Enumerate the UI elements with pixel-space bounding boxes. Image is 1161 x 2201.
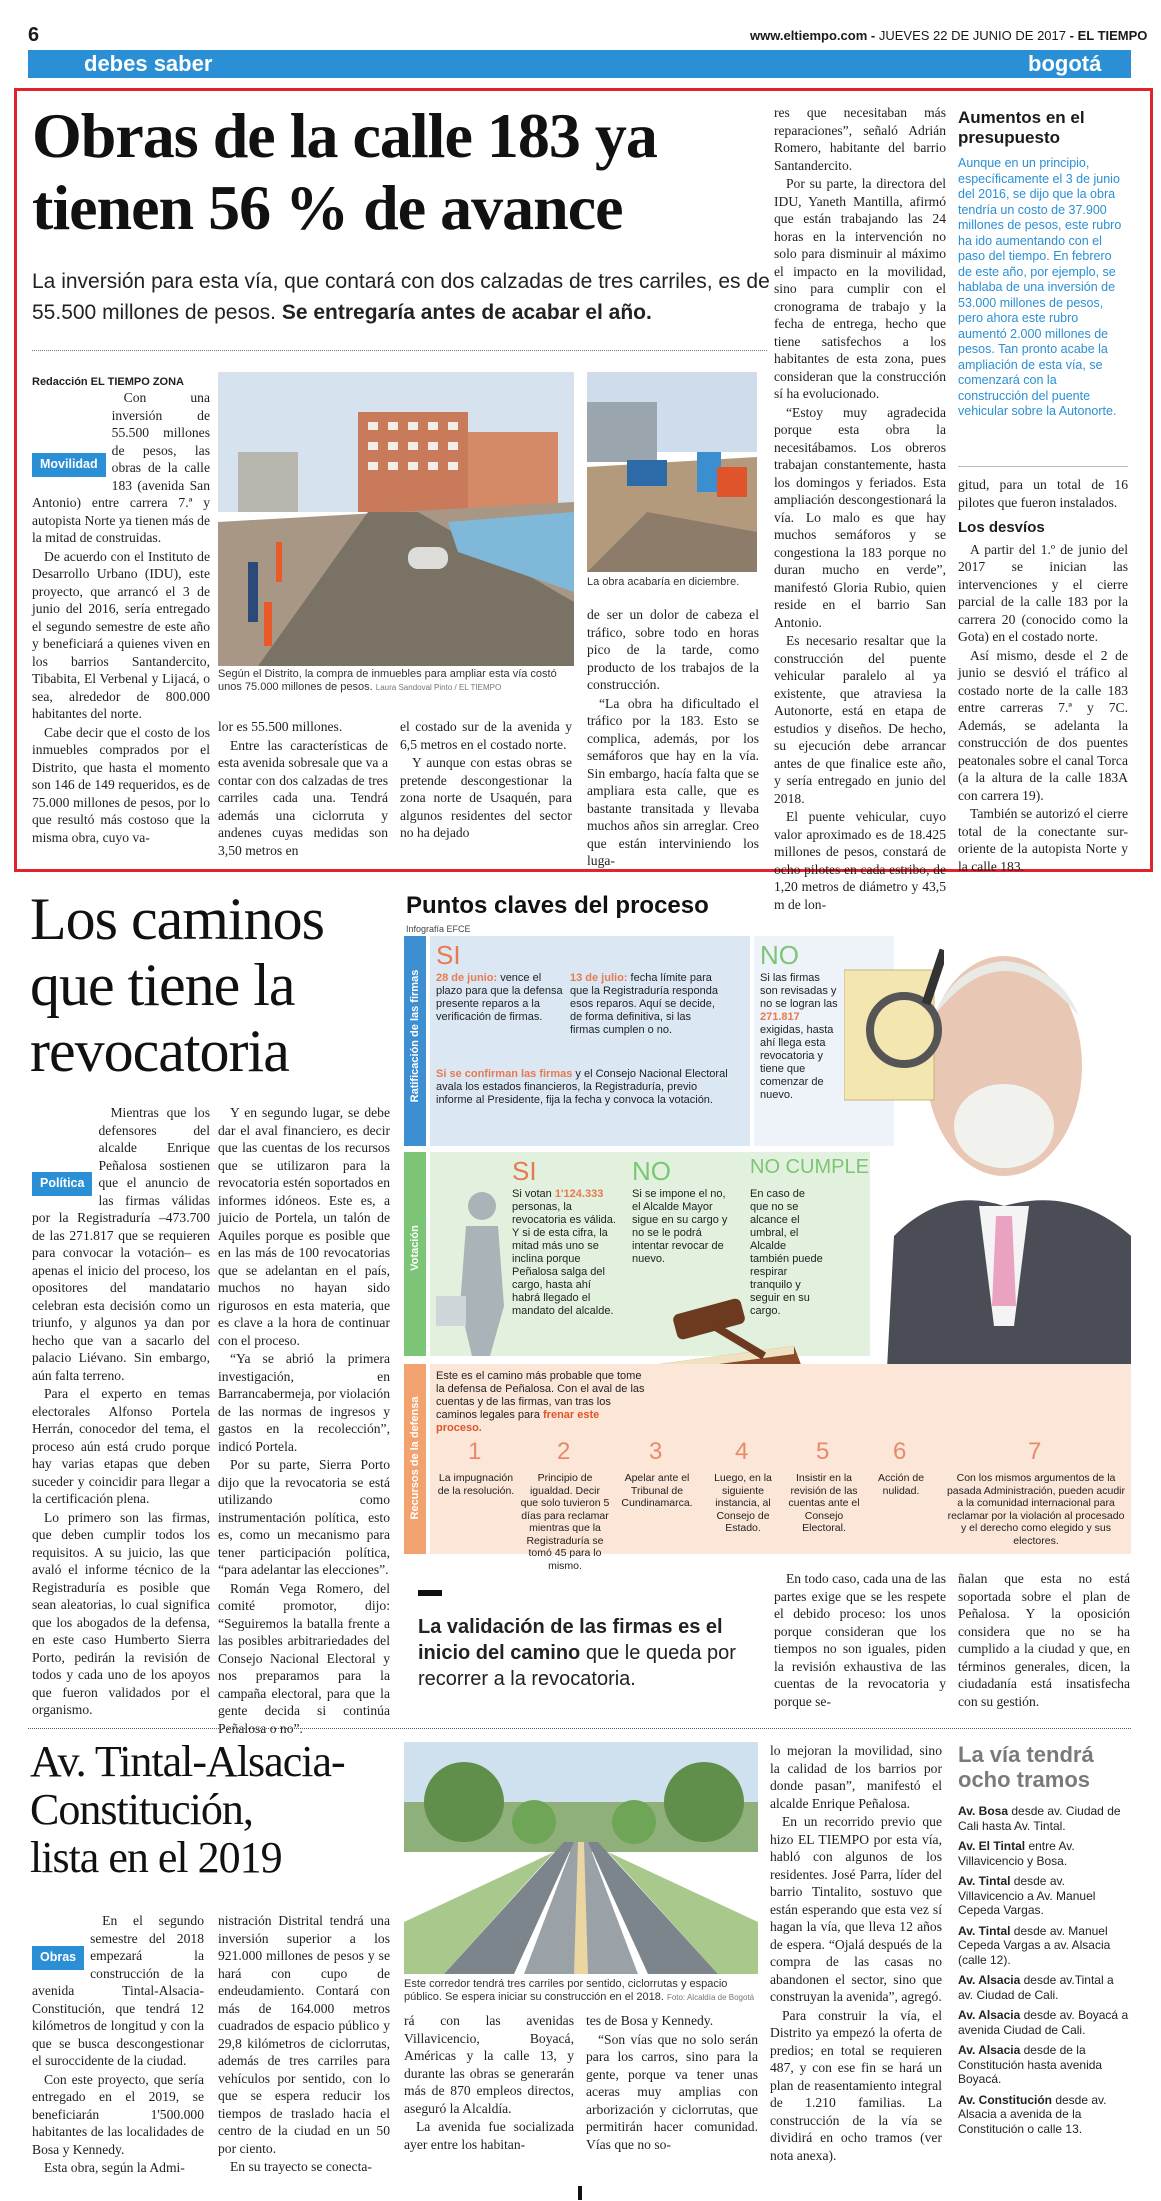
step-text: Acción de nulidad. — [877, 1472, 925, 1497]
article1-title-line1: Obras de la calle 183 ya — [32, 100, 657, 171]
subtitle-bold: Se entregaría antes de acabar el año. — [281, 301, 652, 324]
article2-col4 — [958, 1570, 1130, 1711]
magnifier-icon — [844, 940, 944, 1120]
article1-subtitle — [32, 266, 772, 328]
a3-c3-p1: rá con las avenidas Villavicencio, Boyacá, Américas y la calle 13, y durante las obras se generarán más de 870 empleos directos, aseguró la Alcaldía. — [404, 2013, 574, 2116]
article1-col2 — [218, 718, 388, 860]
side-rule — [958, 466, 1128, 467]
a1-s-p3: A partir del 1.º de junio del 2017 se inician las intervenciones y el cierre parcial de la calle 183 por la carrera 20 (conocido como la Gota) en el costado norte. — [958, 541, 1128, 644]
section-divider — [28, 1728, 1131, 1729]
avenue-render-illustration — [404, 1742, 758, 1974]
r1-b: 13 de julio: fecha límite para que la Registraduría responda esos reparos. Aquí se decide, de forma definitiva, si las firmas cumplen o no. — [570, 972, 718, 1036]
a1-c5-p3: “Estoy muy agradecida porque esta obra la necesitábamos. Los obreros trabajan constantemente, hasta los domingos y feriados. Esta ampliación descongestionará la vía. Lo malo es que hay muchos semáforos y se congestiona la 183 porque no duran mucho en verde”, manifestó Gloria Rubio, quien reside en el barrio San Antonio. — [774, 404, 946, 630]
photo1-credit: Laura Sandoval Pinto / EL TIEMPO — [375, 683, 502, 692]
desvios-title: Los desvíos — [958, 519, 1045, 536]
article3-col2 — [218, 1912, 390, 2177]
tramos-sidebar — [958, 1742, 1130, 2142]
a3-c5-p3: Para construir la vía, el Distrito ya empezó la oferta de predios; en total se requieren 487, y con ese fin se hará un plan de reasentamiento integral de 1.210 familias. La construcción de la vía se dividirá en ocho tramos (ver nota anexa). — [770, 2007, 942, 2163]
a2-p3: Lo primero son las firmas, que deben cumplir todos los requisitos. A su juicio, las que avaló el informe técnico de la Registraduría es posible que sean aleatorias, lo cual significa que los abogados de la defensa, en este caso Humberto Sierra Porto, pedirán la revisión de todos y cada uno de los apoyos que fueron validados por el organismo. — [32, 1509, 210, 1717]
article2-col2 — [218, 1104, 390, 1738]
a3-c2-p2: En su trayecto se conecta- — [230, 2159, 372, 2174]
v-no-text: Si se impone el no, el Alcalde Mayor sigue en su cargo y no se le podrá intentar revocar de nuevo. — [632, 1188, 728, 1265]
voter-statue-icon — [432, 1186, 522, 1356]
a1-s-p5: También se autorizó el cierre total de la conectante sur-oriente de la autopista Norte y la calle 183. — [958, 806, 1128, 874]
article1-title — [32, 100, 762, 244]
sep2: - — [1069, 28, 1074, 43]
tramo-desc: desde av. Villavicencio a Av. Manuel Cepeda Vargas. — [958, 1874, 1096, 1917]
a3-p1: Obras En el segundo semestre del 2018 empezará la construcción de la avenida Tintal-Alsacia-Constitución, que tendrá 12 kilómetros de longitud y con la que se busca descongestionar el suroccidente de la ciudad. — [32, 1913, 204, 2068]
tramo-name: Av. Constitución — [958, 2092, 1052, 2107]
a1-s-p4: Así mismo, desde el 2 de junio se desvió el tráfico al costado norte de la calle 183 entre carreras 7.ª y 7C. Además, se adelanta la construcción de dos puentes peatonales sobre el canal Torca (a la altura de la calle 183A con carrera 19). — [958, 647, 1128, 803]
a1-p3: Cabe decir que el costo de los inmuebles comprados por el Distrito, que hasta el momento son 146 de 149 requeridos, es de 75.000 millones de pesos, por lo que resultó más costoso que la misma obra, cuyo va- — [32, 724, 210, 845]
v-nc-text: En caso de que no se alcance el umbral, el Alcalde también puede respirar tranquilo y seguir en su cargo. — [750, 1188, 823, 1317]
photo-work-site — [587, 372, 757, 572]
v-si: SI — [512, 1156, 537, 1186]
city-label: bogotá — [1028, 51, 1102, 76]
a3-c4-p1: tes de Bosa y Kennedy. — [586, 2013, 714, 2028]
a2-title-3: revocatoria — [30, 1018, 289, 1084]
worksite-illustration — [587, 372, 757, 572]
tag-movilidad[interactable]: Movilidad — [32, 453, 106, 477]
page-number: 6 — [28, 24, 40, 46]
r1-si: SI — [436, 940, 461, 970]
tramo-item — [958, 1839, 1130, 1868]
tramo-desc: entre Av. Villavicencio y Bosa. — [958, 1839, 1075, 1868]
article3-title — [30, 1738, 410, 1882]
a3-title-3: lista en el 2019 — [30, 1833, 282, 1882]
r1-a: 28 de junio: vence el plazo para que la defensa presente reparos a la verificación de firmas. — [436, 972, 563, 1023]
r1-no-text: Si las firmas son revisadas y no se logran las 271.817 exigidas, hasta ahí llega esta revocatoria y tiene que comenzar de nuevo. — [760, 972, 838, 1101]
tramo-item — [958, 2093, 1130, 2137]
a1-c2-p1: lor es 55.500 millones. — [218, 719, 343, 734]
a2-p1: Política Mientras que los defensores del alcalde Enrique Peñalosa sostienen que el anuncio de las firmas válidas por la Registraduría –473.700 de las 271.817 que se requieren para convocar la votación– es apenas el inicio del proceso, los opositores del mandatario celebran esta decisión como un triunfo, y algunos ya dan por hecho que van a sacarlo del palacio Liévano. Sin embargo, aún falta terreno. — [32, 1105, 210, 1383]
a1-p2: De acuerdo con el Instituto de Desarrollo Urbano (IDU), este proyecto, que arrancó el 3 de junio del 2016, sería entregado el segundo semestre de este año y beneficiará a quienes viven en los barrios Santandercito, Tibabita, El Verbenal y Lijacá, o sea, alrededor de 800.000 habitantes del norte. — [32, 548, 210, 721]
d-intro: Este es el camino más probable que tome la defensa de Peñalosa. Con el aval de las cuentas y de las firmas, van tras los caminos legales para frenar este proceso. — [436, 1370, 645, 1434]
a2-c4-p1: ñalan que esta no está soportada sobre el plan de Peñalosa. Y la oposición considera que no se ha cumplido a la ciudad y que, en términos generales, dicen, la ciudadanía está insatisfecha con su gestión. — [958, 1571, 1130, 1709]
a1-p1: Movilidad Con una inversión de 55.500 millones de pesos, las obras de la calle 183 (avenida San Antonio) entre carrera 7.ª y autopista Norte ya tienen más de la mitad de construidas. — [32, 390, 210, 545]
article3-col4 — [586, 2012, 758, 2154]
byline: Redacción EL TIEMPO ZONA — [32, 376, 184, 388]
sep1: - — [870, 28, 876, 43]
tramo-item — [958, 1924, 1130, 1968]
infographic-title: Puntos claves del proceso — [406, 892, 709, 919]
a3-photo-caption: Este corredor tendrá tres carriles por sentido, ciclorrutas y espacio público. Se espera iniciar su construcción en el 2018. Foto: Alcaldía de Bogotá — [404, 1978, 755, 2003]
article3-col3 — [404, 2012, 574, 2154]
step-text: La impugnación de la resolución. — [437, 1472, 515, 1497]
r1-confirm: Si se confirman las firmas y el Consejo Nacional Electoral avala los estados financieros, la Registraduría, previo informe al Presidente, fija la fecha y convoca la votación. — [436, 1068, 728, 1106]
article1-side-col — [958, 476, 1128, 876]
tag-obras[interactable]: Obras — [32, 1946, 84, 1970]
tramo-desc: desde av. Manuel Cepeda Vargas a av. Alsacia (calle 12). — [958, 1923, 1111, 1967]
infographic — [404, 886, 1131, 1572]
a2-c2-p4: Román Vega Romero, del comité promotor, dijo: “Seguiremos la batalla frente a las posibles arbitrariedades del Consejo Nacional Electoral y nos preparamos para la campaña electoral, para que la gente decida si continúa Peñalosa o no”. — [218, 1580, 390, 1736]
a1-s-p1: gitud, para un total de 16 pilotes que fueron instalados. — [958, 477, 1128, 510]
tramo-desc: desde av. Boyacá a avenida Ciudad de Cali. — [958, 2008, 1129, 2037]
article3-col1 — [32, 1912, 204, 2178]
article1-col1 — [32, 376, 210, 847]
a3-c5-p1: lo mejoran la movilidad, sino la calidad de los barrios por donde pasan”, manifestó el alcalde Enrique Peñalosa. — [770, 1743, 942, 1811]
a1-c2-p2: Entre las características de esta avenida sobresale que va a contar con dos calzadas de tres carriles cada una. Tendrá además una ciclorruta y andenes cuyas medidas son 3,50 metros en — [218, 737, 388, 858]
a2-c2-p1: Y en segundo lugar, se debe dar el aval financiero, es decir que las cuentas de los recursos que se utilizaron para la revocatoria estén soportados en informes idóneos. Este es, a juicio de Portela, un talón de Aquiles porque es posible que en las más de 100 revocatorias que se adelantan en el país, muchos no hayan sido rigurosos en esta materia, que es clave a la hora de continuar con el proceso. — [218, 1105, 390, 1348]
a2-c2-p3: Por su parte, Sierra Porto dijo que la revocatoria se está utilizando como instrumentación política, esto es, como un mecanismo para tener participación política, “para adelantar las elecciones”. — [218, 1457, 390, 1577]
step-text: Con los mismos argumentos de la pasada Administración, pueden acudir a la comunidad internacional para reclamar por la violación al procesado y el derecho como elegido y sus electores. — [946, 1472, 1126, 1547]
subtitle-rule — [32, 350, 767, 351]
a3-p3: Esta obra, según la Admi- — [44, 2160, 185, 2175]
v-no-cumple: NO CUMPLE — [750, 1156, 869, 1178]
a2-p2: Para el experto en temas electorales Alfonso Portela Herrán, conocedor del tema, el proceso aún está crudo porque hay varias etapas que deben suceder y coincidir para llegar a la certificación plena. — [32, 1386, 210, 1506]
tramo-item — [958, 2043, 1130, 2087]
pullquote-bold: La validación de las firmas es el inicio del camino — [418, 1616, 723, 1664]
a3-c4-p2: “Son vías que no solo serán para los carros, sino para la gente, porque va tener unas aceras muy amplias con arborización y ciclorrutas, que permitirán hacer comunidad. Vías que no so- — [586, 2031, 758, 2152]
step-number: 4 — [735, 1438, 749, 1465]
tramo-item — [958, 1874, 1130, 1918]
step-number: 5 — [816, 1438, 830, 1465]
r1-no: NO — [760, 940, 799, 970]
infographic-credit: Infografía EFCE — [406, 924, 471, 934]
a3-title-2: Constitución, — [30, 1785, 253, 1834]
band-votacion-label: Votación — [409, 1225, 421, 1271]
a1-c4-p1: de ser un dolor de cabeza el tráfico, sobre todo en horas pico de la tarde, como producto de los trabajos de la construcción. — [587, 607, 759, 692]
pullquote-plain: que le queda por recorrer a la revocatoria. — [418, 1642, 736, 1690]
photo2-caption: La obra acabaría en diciembre. — [587, 576, 740, 588]
band-ratificacion-label: Ratificación de las firmas — [409, 969, 421, 1103]
pullquote-mark — [418, 1590, 442, 1596]
paper-name: EL TIEMPO — [1077, 28, 1148, 43]
a1-c3-p1: el costado sur de la avenida y 6,5 metros en el costado norte. — [400, 719, 572, 752]
step-text: Insistir en la revisión de las cuentas ante el Consejo Electoral. — [788, 1472, 860, 1534]
a3-title-1: Av. Tintal-Alsacia- — [30, 1737, 345, 1786]
budget-text: Aunque en un principio, específicamente el 3 de junio del 2016, se dijo que la obra tendría un costo de 37.900 millones de pesos, este rubro ha ido aumentando con el paso del tiempo. En febrero de este año, por ejemplo, se hablaba de una inversión de 53.000 millones de pesos, pero ahora este rubro aumentó 2.000 millones de pesos. Tan pronto acabe la ampliación de esta vía, se comenzará con la construcción del puente vehicular sobre la Autonorte. — [958, 156, 1122, 418]
a1-c4-p2: “La obra ha dificultado el tráfico por la 183. Esto se complica, además, por los semáforos que hay en la vía. Sin embargo, hacía falta que se ampliara esta calle, que es bastante transitada y llevaba muchos años sin arreglar. Creo que están interviniendo los luga- — [587, 695, 759, 868]
tramo-name: Av. El Tintal — [958, 1839, 1026, 1853]
article1-title-line2: tienen 56 % de avance — [32, 172, 623, 243]
tramos-list — [958, 1804, 1130, 2136]
budget-title: Aumentos en el presupuesto — [958, 108, 1085, 147]
subtitle-plain: La inversión para esta vía, que contará con dos calzadas de tres carriles, es de 55.500 millones de pesos. — [32, 270, 770, 324]
a1-c5-p2: Por su parte, la directora del IDU, Yaneth Mantilla, afirmó que están trabajando las 24 horas en la intervención no solo para disminuir al máximo el impacto en la movilidad, sino para cumplir con el cronograma de trabajo y la fecha de entrega, hecho que tiene satisfechos a los habitantes de esta zona, pues consideran que la construcción sí ha evolucionado. — [774, 176, 946, 401]
pullquote — [418, 1614, 748, 1692]
tramo-item — [958, 1973, 1130, 2002]
a1-c5-p5: El puente vehicular, cuyo valor aproximado es de 18.425 millones de pesos, constará de ocho pilotes en cada estribo, de 1,20 metros de diámetro y 43,5 m de lon- — [774, 809, 946, 912]
article2-col3 — [774, 1570, 946, 1711]
page-footer-rule — [578, 2186, 582, 2200]
budget-sidebar — [958, 108, 1128, 420]
band-defensa-label: Recursos de la defensa — [409, 1396, 421, 1520]
a2-title-2: que tiene la — [30, 952, 295, 1018]
tramo-item — [958, 1804, 1130, 1833]
step-text: Apelar ante el Tribunal de Cundinamarca. — [621, 1472, 693, 1509]
tramo-desc: desde av.Tintal a av. Ciudad de Cali. — [958, 1973, 1114, 2002]
tramo-desc: desde av. Ciudad de Cali hasta Av. Tintal. — [958, 1804, 1121, 1833]
photo-construction-street — [218, 372, 574, 666]
article1-col3 — [400, 718, 572, 843]
site-url[interactable]: www.eltiempo.com — [750, 28, 868, 43]
step-number: 7 — [1028, 1438, 1042, 1465]
photo-avenue-render — [404, 1742, 758, 1974]
step-number: 2 — [557, 1438, 571, 1465]
a2-c2-p2: “Ya se abrió la primera investigación, en Barrancabermeja, por violación de las normas de ingresos y gastos en la recolección”, indicó Portela. — [218, 1351, 390, 1454]
step-number: 6 — [893, 1438, 907, 1465]
a3-c2-p1: nistración Distrital tendrá una inversión superior a los 921.000 millones de pesos y se hará con cupo de endeudamiento. Contará con más de 164.000 metros cuadrados de espacio público y 29,8 kilómetros de ciclorrutas, además de tres carriles para vehículos por sentido, con lo que se espera reducir los tiempos de traslado hacia el centro de la ciudad en un 50 por ciento. — [218, 1913, 390, 2156]
tramo-desc: desde de la Constitución hasta avenida Boyacá. — [958, 2043, 1103, 2086]
tramo-name: Av. Bosa — [958, 1804, 1009, 1818]
tramo-name: Av. Alsacia — [958, 2043, 1021, 2057]
tramo-name: Av. Tintal — [958, 1923, 1011, 1938]
a1-c3-p2: Y aunque con estas obras se pretende descongestionar la zona norte de Usaquén, para algunos residentes del sector no ha dejado — [400, 755, 572, 840]
step-number: 1 — [468, 1438, 482, 1465]
header-date: JUEVES 22 DE JUNIO DE 2017 — [878, 28, 1066, 43]
ratificacion-panel — [430, 936, 750, 1146]
step-text: Principio de igualdad. Decir que solo tuvieron 5 días para reclamar mientras que la Registraduría se tomó 45 para lo mismo. — [520, 1472, 610, 1572]
a3-c3-p2: La avenida fue socializada ayer entre los habitan- — [404, 2119, 574, 2152]
tramo-item — [958, 2008, 1130, 2037]
a3-c5-p2: En un recorrido previo que hizo EL TIEMPO por esta vía, habló con algunos de los residentes. José Parra, líder del barrio Tintalito, sostuvo que están esperando que esta vez sí hagan la vía, que lleva 12 años de espera. “Ojalá después de la compra de las casas no abandonen el sector, sino que construyan la avenida”, agregó. — [770, 1814, 942, 2004]
article1-col5 — [774, 104, 946, 914]
article3-col5 — [770, 1742, 942, 2165]
tramos-title: La vía tendrá ocho tramos — [958, 1742, 1094, 1792]
tramo-name: Av. Tintal — [958, 1874, 1011, 1888]
tramo-desc: desde av. Alsacia a avenida de la Constitución o calle 13. — [958, 2092, 1107, 2136]
v-si-text: Si votan 1'124.333 personas, la revocatoria es válida. Y si de esta cifra, la mitad más uno se inclina porque Peñalosa salga del cargo, hasta ahí habrá llegado el mandato del alcalde. — [512, 1188, 616, 1317]
header-info — [750, 28, 1147, 43]
street-illustration — [218, 372, 574, 666]
tramo-name: Av. Alsacia — [958, 2008, 1021, 2022]
a2-title-1: Los caminos — [30, 886, 324, 952]
article2-title — [30, 886, 390, 1084]
tag-politica[interactable]: Política — [32, 1172, 92, 1196]
article1-col4 — [587, 606, 759, 871]
a3-photo-credit: Foto: Alcaldía de Bogotá — [666, 1993, 755, 2002]
a3-p2: Con este proyecto, que sería entregado en el 2019, se beneficiarán 1'500.000 habitantes de las localidades de Bosa y Kennedy. — [32, 2071, 204, 2157]
article2-col1 — [32, 1104, 210, 1720]
a1-c5-p1: res que necesitaban más reparaciones”, señaló Adrián Romero, habitante del barrio Santandercito. — [774, 105, 946, 173]
photo1-caption: Según el Distrito, la compra de inmuebles para ampliar esta vía costó unos 75.000 millones de pesos. Laura Sandoval Pinto / EL TIEMPO — [218, 668, 557, 693]
step-text: Luego, en la siguiente instancia, al Consejo de Estado. — [714, 1472, 772, 1534]
section-label: debes saber — [84, 51, 213, 76]
step-number: 3 — [649, 1438, 663, 1465]
a2-c3-p1: En todo caso, cada una de las partes exige que se les respete el debido proceso: los unos porque consideran que los tiempos no son iguales, piden la revisión exhaustiva de las cuentas de la revocatoria y porque se- — [774, 1571, 946, 1709]
a1-c5-p4: Es necesario resaltar que la construcción del puente vehicular paralelo al ya existente, que atraviesa la Autonorte, está en etapa de estudios y diseños. De hecho, su ejecución debe arrancar antes de que finalice este año, y sería entregado en junio del 2018. — [774, 633, 946, 806]
v-no: NO — [632, 1156, 671, 1186]
tramo-name: Av. Alsacia — [958, 1973, 1021, 1987]
